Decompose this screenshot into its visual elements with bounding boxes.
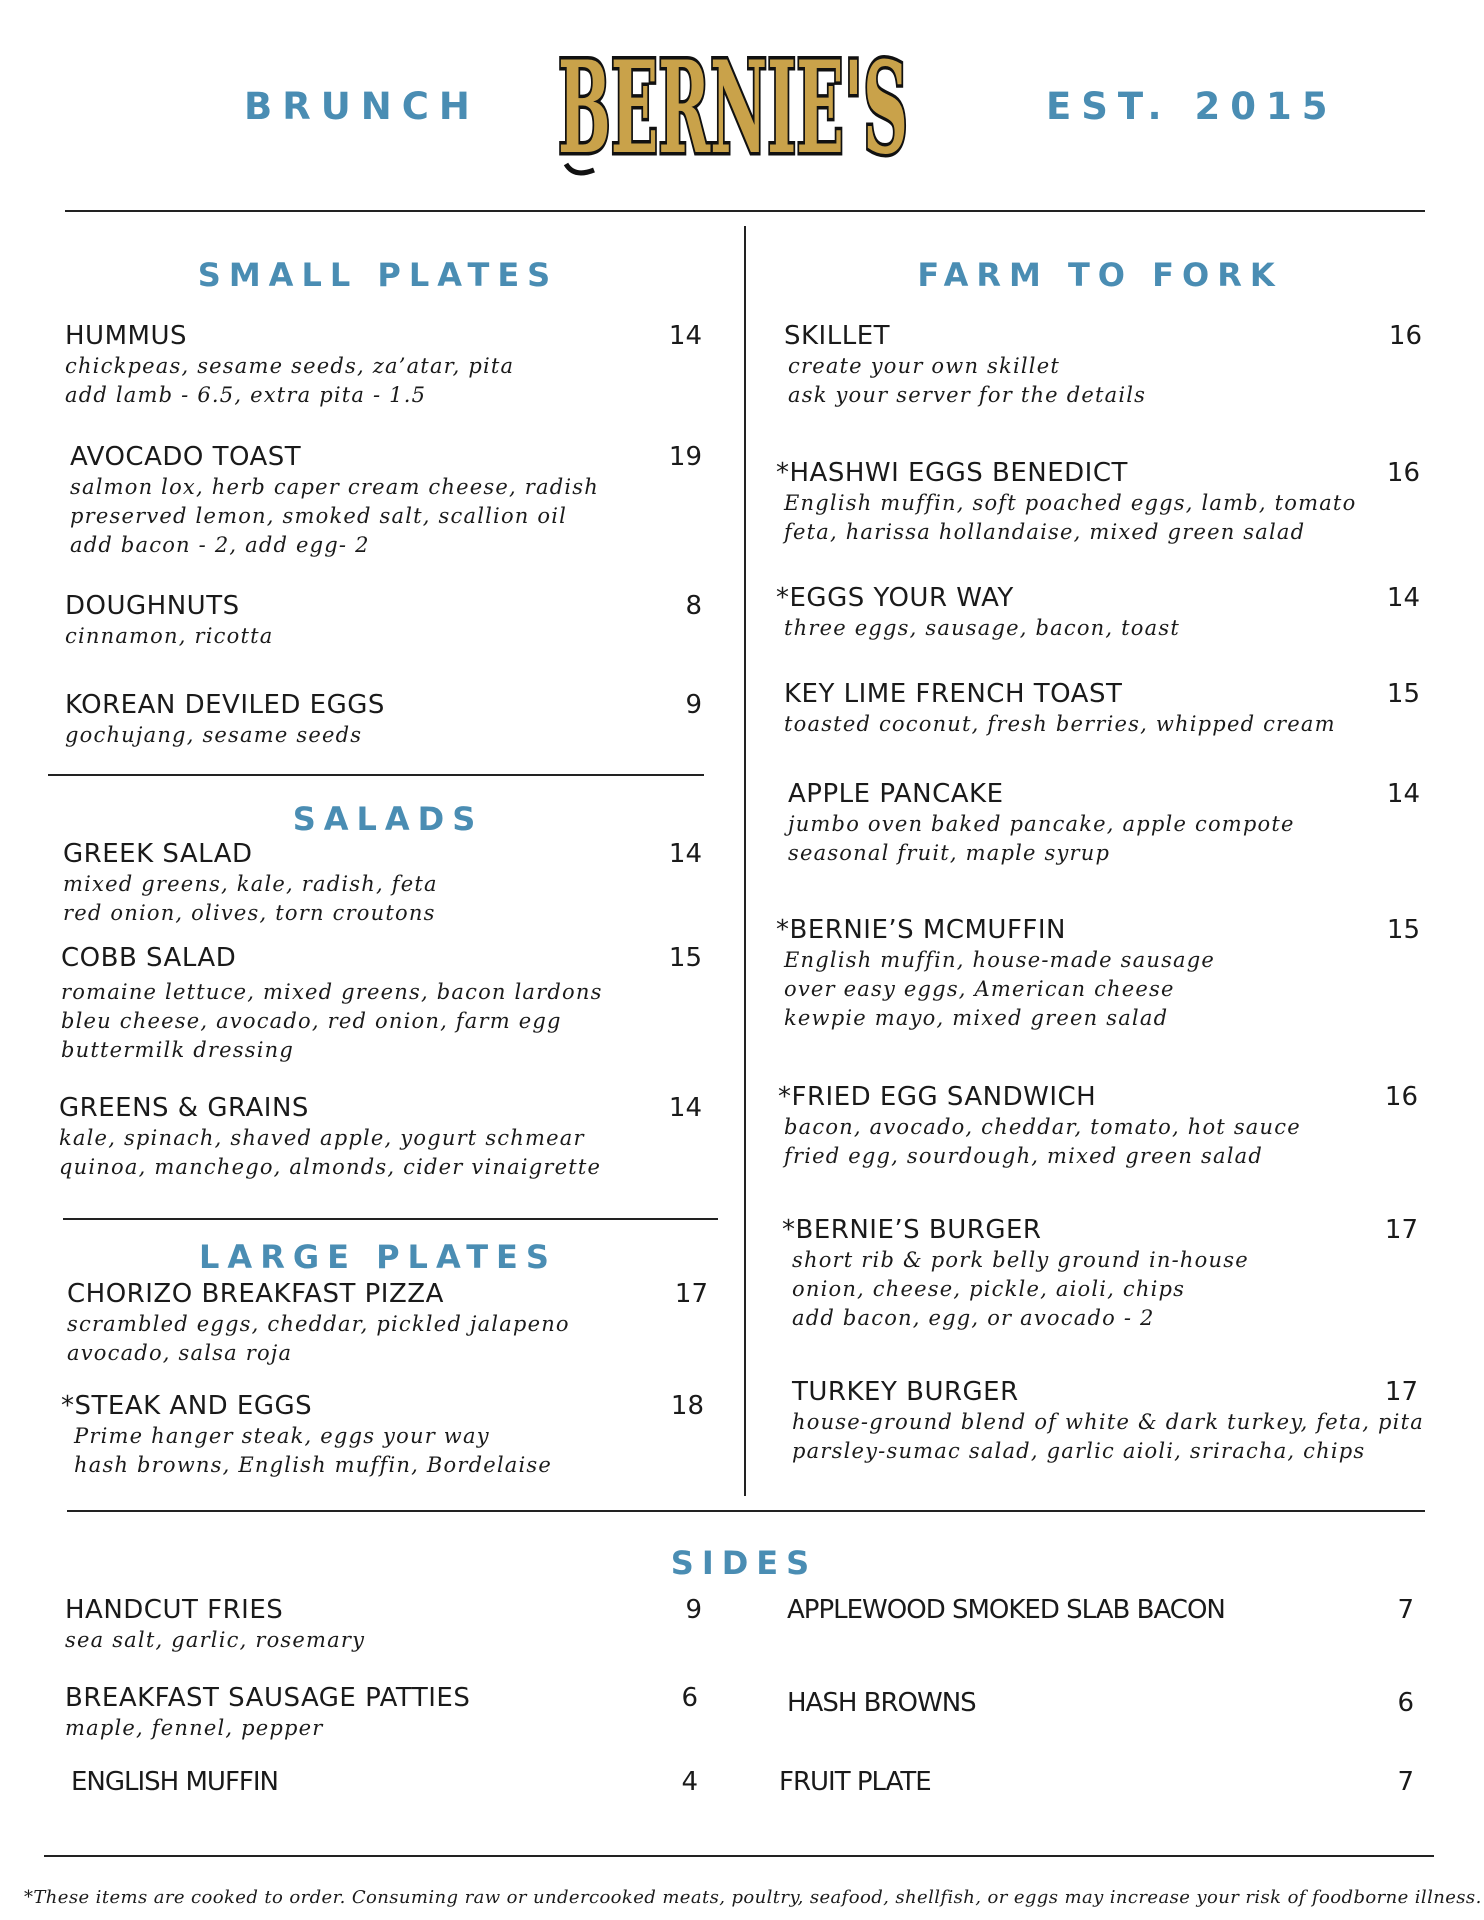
section-divider [48,774,704,776]
menu-item-skillet [784,320,1146,410]
item-price: 14 [668,839,702,869]
section-title-salads: SALADS [292,800,484,838]
menu-item-chorizo-pizza [67,1278,570,1368]
item-desc: parsley-sumac salad, garlic aioli, sriracha, chips [792,1439,1366,1463]
item-desc: onion, cheese, pickle, aioli, chips [792,1277,1186,1301]
item-name: GREEK SALAD [63,839,253,869]
item-price: 4 [681,1767,698,1797]
item-desc: bacon, avocado, cheddar, tomato, hot sauce [784,1115,1301,1139]
menu-item-bernies-mcmuffin [776,914,1215,1033]
item-desc: feta, harissa hollandaise, mixed green salad [784,520,1306,544]
item-desc: three eggs, sausage, bacon, toast [784,616,1180,640]
item-desc: salmon lox, herb caper cream cheese, radish [70,475,599,499]
item-name: HASH BROWNS [787,1688,976,1718]
sides-divider [67,1510,1425,1512]
item-desc: ask your server for the details [788,383,1147,407]
item-desc: English muffin, house-made sausage [784,948,1216,972]
item-desc: kale, spinach, shaved apple, yogurt schmear [59,1126,585,1150]
item-desc: Prime hanger steak, eggs your way [74,1424,490,1448]
bernies-logo [548,14,918,184]
header-established: EST. 2015 [1046,85,1338,128]
item-price: 14 [668,1093,702,1123]
item-price: 17 [1384,1215,1418,1245]
menu-item-greek-salad [63,838,438,928]
side-hash-browns [787,1687,976,1719]
menu-item-doughnuts [65,590,273,651]
section-title-farm-to-fork: FARM TO FORK [917,256,1283,294]
item-desc: quinoa, manchego, almonds, cider vinaigrette [59,1155,602,1179]
item-name: APPLEWOOD SMOKED SLAB BACON [787,1595,1225,1625]
item-price: 15 [668,943,702,973]
item-desc: add bacon - 2, add egg- 2 [70,533,370,557]
item-name: APPLE PANCAKE [788,779,1004,809]
item-desc: bleu cheese, avocado, red onion, farm egg [61,1009,562,1033]
item-price: 7 [1397,1595,1414,1625]
menu-item-bernies-burger [782,1214,1249,1333]
item-price: 15 [1386,915,1420,945]
side-slab-bacon [787,1594,1225,1626]
item-price: 9 [685,690,702,720]
item-desc: preserved lemon, smoked salt, scallion oil [70,504,568,528]
menu-item-korean-deviled-eggs [65,689,385,750]
item-desc: sea salt, garlic, rosemary [65,1628,366,1652]
item-name: COBB SALAD [61,943,237,973]
item-name: SKILLET [784,321,891,351]
side-english-muffin [71,1766,278,1798]
item-name: *BERNIE’S MCMUFFIN [776,915,1066,945]
item-desc: mixed greens, kale, radish, feta [63,872,438,896]
item-desc: red onion, olives, torn croutons [63,901,436,925]
item-desc: hash browns, English muffin, Bordelaise [74,1453,552,1477]
item-desc: add lamb - 6.5, extra pita - 1.5 [65,383,427,407]
item-name: ENGLISH MUFFIN [71,1767,278,1797]
item-name: KEY LIME FRENCH TOAST [784,679,1123,709]
item-name: BREAKFAST SAUSAGE PATTIES [65,1683,471,1713]
foodborne-illness-notice: *These items are cooked to order. Consuming raw or undercooked meats, poultry, seafood, shellfish, or eggs may increase your risk of foodborne illness. [24,1887,1482,1908]
item-name: HUMMUS [65,321,187,351]
item-name: CHORIZO BREAKFAST PIZZA [67,1279,444,1309]
logo-text: BERNIE'S [558,34,908,182]
item-name: *BERNIE’S BURGER [782,1215,1042,1245]
menu-item-turkey-burger [792,1376,1424,1466]
item-name: DOUGHNUTS [65,591,240,621]
item-price: 16 [1384,1082,1418,1112]
column-divider [744,226,746,1496]
menu-item-cobb-salad [61,942,603,1065]
item-price: 6 [1397,1688,1414,1718]
item-desc: toasted coconut, fresh berries, whipped cream [784,712,1336,736]
menu-item-hummus [65,320,514,410]
item-name: TURKEY BURGER [792,1377,1019,1407]
item-desc: create your own skillet [788,354,1060,378]
item-name: *FRIED EGG SANDWICH [778,1082,1097,1112]
menu-item-fried-egg-sandwich [778,1081,1301,1171]
header-brunch: BRUNCH [244,85,480,128]
item-desc: maple, fennel, pepper [65,1716,324,1740]
item-name: FRUIT PLATE [779,1767,931,1797]
side-fruit-plate [779,1766,931,1798]
item-desc: English muffin, soft poached eggs, lamb, tomato [784,491,1357,515]
item-desc: cinnamon, ricotta [65,624,274,648]
item-price: 8 [685,591,702,621]
item-desc: kewpie mayo, mixed green salad [784,1006,1169,1030]
menu-item-greens-grains [59,1092,601,1182]
menu-item-eggs-your-way [776,582,1180,643]
item-price: 16 [1388,321,1422,351]
item-desc: short rib & pork belly ground in-house [792,1248,1249,1272]
item-price: 14 [1386,779,1420,809]
item-desc: romaine lettuce, mixed greens, bacon lardons [61,980,603,1004]
item-price: 15 [1386,679,1420,709]
item-desc: seasonal fruit, maple syrup [788,841,1111,865]
section-title-large-plates: LARGE PLATES [199,1238,557,1276]
item-name: KOREAN DEVILED EGGS [65,690,385,720]
item-price: 17 [1384,1377,1418,1407]
section-divider [63,1218,718,1220]
item-desc: gochujang, sesame seeds [65,723,363,747]
item-name: AVOCADO TOAST [70,442,302,472]
item-price: 17 [674,1279,708,1309]
item-desc: fried egg, sourdough, mixed green salad [784,1144,1263,1168]
item-price: 14 [668,321,702,351]
section-title-sides: SIDES [670,1544,818,1582]
footer-divider [44,1855,1434,1857]
item-price: 18 [670,1391,704,1421]
menu-item-hashwi-eggs-benedict [776,457,1356,547]
item-name: GREENS & GRAINS [59,1093,309,1123]
item-price: 7 [1397,1767,1414,1797]
item-price: 16 [1386,458,1420,488]
item-desc: buttermilk dressing [61,1038,295,1062]
item-desc: add bacon, egg, or avocado - 2 [792,1306,1155,1330]
item-price: 14 [1386,583,1420,613]
item-name: *STEAK AND EGGS [61,1391,313,1421]
item-desc: over easy eggs, American cheese [784,977,1175,1001]
item-desc: avocado, salsa roja [67,1341,293,1365]
item-desc: chickpeas, sesame seeds, za’atar, pita [65,354,515,378]
side-breakfast-sausage [65,1682,470,1743]
item-price: 6 [681,1683,698,1713]
menu-item-steak-and-eggs [61,1390,552,1480]
menu-item-key-lime-french-toast [784,678,1336,739]
item-name: HANDCUT FRIES [65,1595,284,1625]
side-handcut-fries [65,1594,365,1655]
logo-wordmark [548,14,918,184]
item-price: 9 [685,1595,702,1625]
item-name: *EGGS YOUR WAY [776,583,1014,613]
item-desc: house-ground blend of white & dark turkey, feta, pita [792,1410,1424,1434]
item-price: 19 [668,442,702,472]
header-divider [65,210,1425,212]
item-name: *HASHWI EGGS BENEDICT [776,458,1128,488]
menu-item-avocado-toast [70,441,599,560]
menu-item-apple-pancake [788,778,1295,868]
item-desc: scrambled eggs, cheddar, pickled jalapeno [67,1312,570,1336]
section-title-small-plates: SMALL PLATES [197,256,559,294]
item-desc: jumbo oven baked pancake, apple compote [788,812,1295,836]
